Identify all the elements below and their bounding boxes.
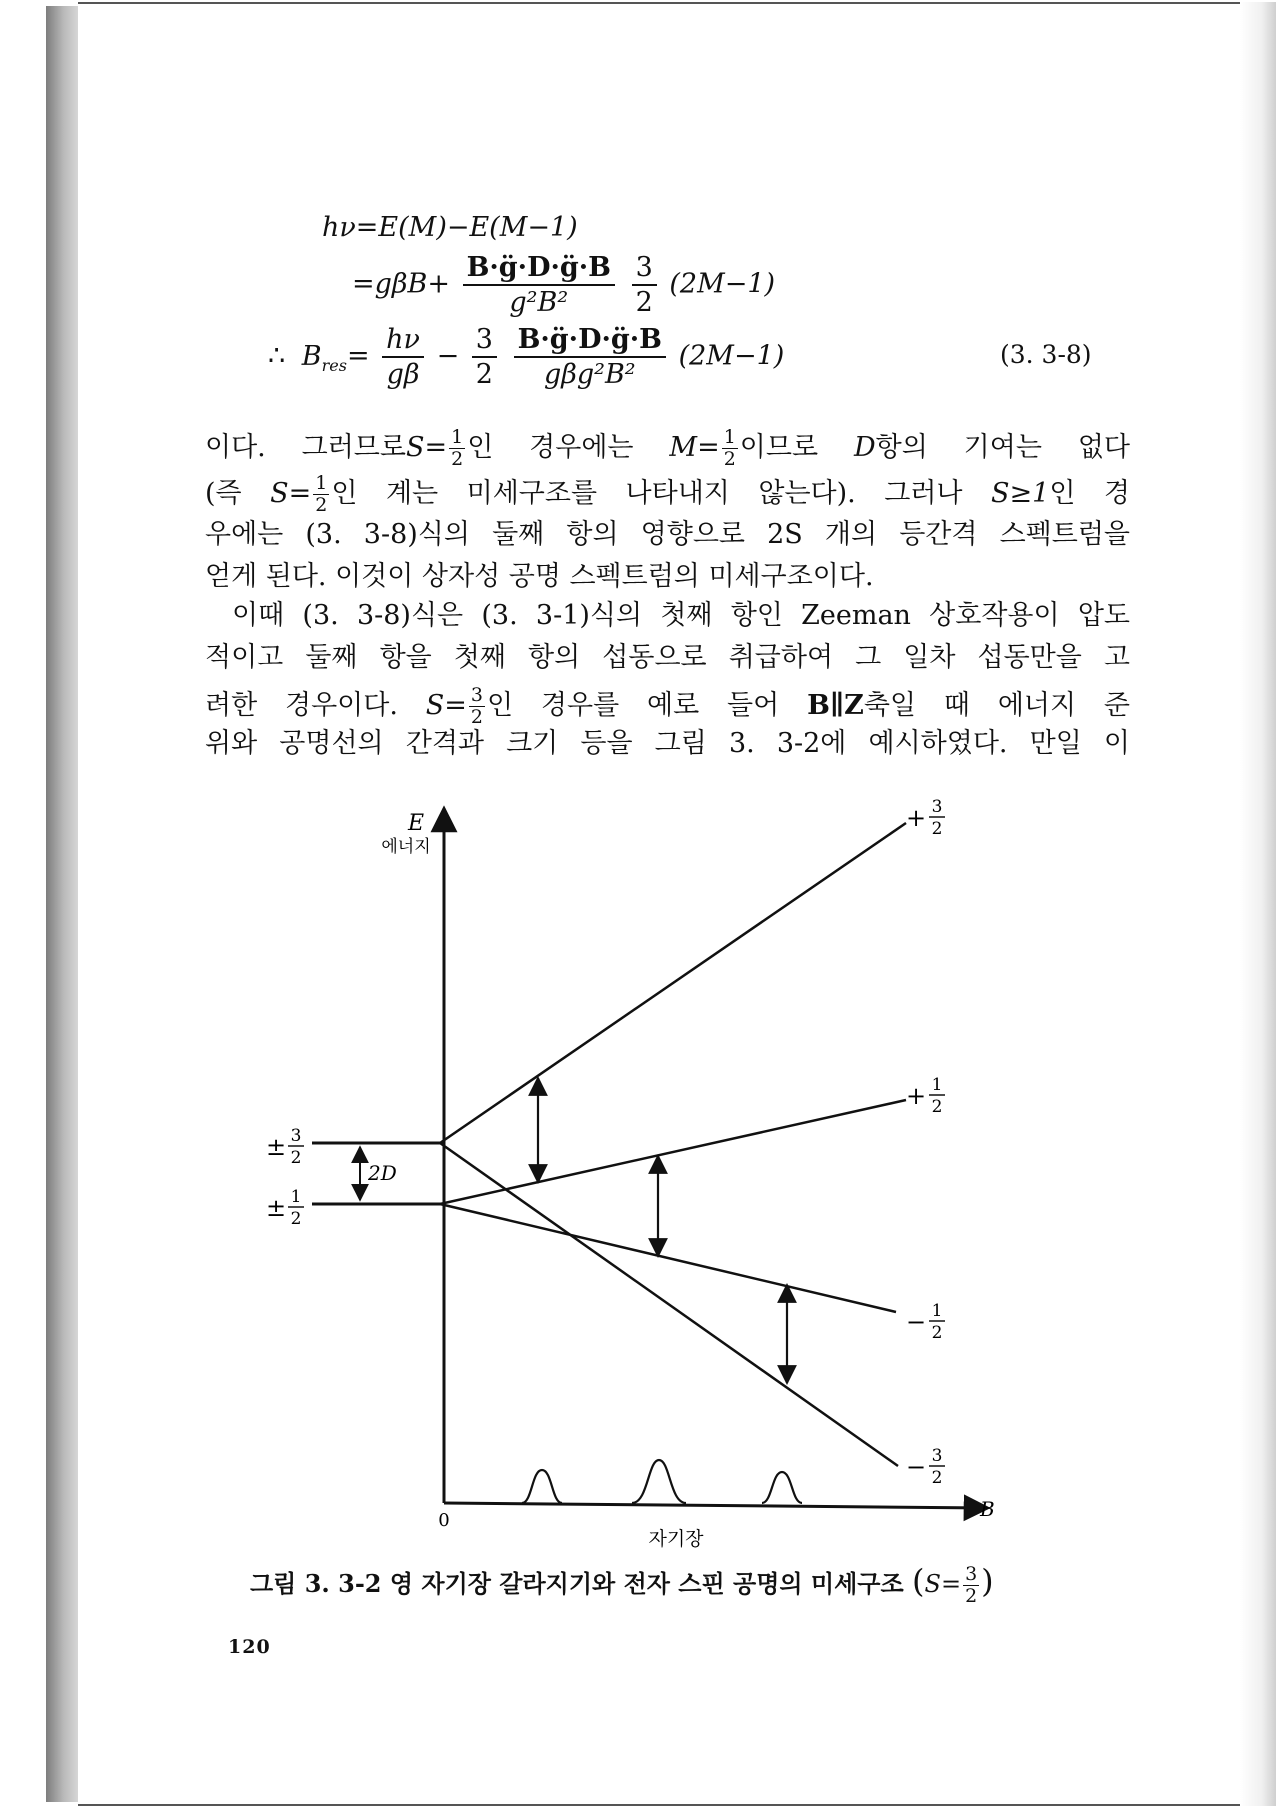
- fraction-denominator: g²B²: [509, 287, 569, 318]
- equals-sign: =: [346, 340, 370, 372]
- paragraph-2-line-1: 이때 (3. 3-8)식은 (3. 3-1)식의 첫째 항인 Zeeman 상호작용이 압도: [232, 600, 1130, 631]
- level-minus-3-2: [440, 1143, 898, 1466]
- equation-text: =gβB+: [352, 268, 450, 300]
- fraction-numerator: 1: [723, 426, 736, 448]
- fraction-denominator: 2: [470, 706, 483, 728]
- left-level-sign: ±: [266, 1194, 287, 1222]
- math-inline: S=: [270, 478, 312, 509]
- math-inline: D: [853, 432, 876, 463]
- x-axis-symbol: B: [980, 1497, 995, 1521]
- right-level-num: 3: [931, 797, 943, 817]
- figure-caption: [250, 1562, 994, 1606]
- fraction-denominator: 2: [965, 1585, 978, 1607]
- x-axis-label: 자기장: [648, 1528, 704, 1550]
- level-plus-3-2: [440, 823, 906, 1143]
- equation-text: (2M−1): [678, 340, 785, 372]
- fraction-denominator: gβ: [386, 359, 420, 390]
- right-level-den: 2: [931, 819, 943, 839]
- math-inline: S=: [405, 432, 448, 463]
- equation-text: B: [301, 340, 322, 372]
- caption-text: 그림 3. 3-2 영 자기장 갈라지기와 전자 스핀 공명의 미세구조: [250, 1569, 904, 1598]
- left-level-den: 2: [290, 1148, 302, 1168]
- y-axis-symbol: E: [407, 811, 425, 836]
- text-run: 축일 때 에너지 준: [863, 690, 1130, 721]
- text-run: 이므로: [739, 432, 819, 463]
- math-inline: M=: [669, 432, 720, 463]
- fraction-denominator: gβg²B²: [543, 359, 636, 390]
- math-inline: B∥Z: [807, 690, 864, 721]
- paragraph-2-line-4: 위와 공명선의 간격과 크기 등을 그림 3. 3-2에 예시하였다. 만일 이: [205, 728, 1130, 759]
- paragraph-2-line-2: 적이고 둘째 항을 첫째 항의 섭동으로 취급하여 그 일차 섭동만을 고: [205, 642, 1130, 673]
- caption-paren: (: [912, 1562, 925, 1600]
- right-level-num: 1: [931, 1301, 943, 1321]
- fraction-numerator: 3: [965, 1563, 978, 1585]
- x-axis: [444, 1503, 988, 1508]
- fraction-denominator: 2: [635, 287, 653, 318]
- right-level-den: 2: [931, 1323, 943, 1343]
- text-run: 려한 경우이다.: [205, 690, 398, 721]
- equation-number: (3. 3-8): [1000, 340, 1092, 369]
- right-level-num: 1: [931, 1075, 943, 1095]
- text-run: 항의 기여는 없다: [875, 432, 1130, 463]
- right-level-sign: −: [906, 1308, 927, 1336]
- text-run: 인 경우에는: [467, 432, 634, 463]
- page-number: 120: [228, 1636, 271, 1658]
- right-level-den: 2: [931, 1097, 943, 1117]
- text-run: (즉: [205, 478, 242, 509]
- fraction-numerator: 1: [451, 426, 464, 448]
- right-level-sign: +: [906, 804, 927, 832]
- paragraph-1-line-3: 우에는 (3. 3-8)식의 둘째 항의 영향으로 2S 개의 등간격 스펙트럼을: [205, 519, 1130, 550]
- therefore-symbol: ∴: [268, 340, 286, 372]
- fraction-numerator: B·g̈·D·g̈·B: [463, 254, 615, 286]
- fraction-denominator: 2: [475, 359, 493, 390]
- resonance-peak: [762, 1472, 802, 1503]
- fraction-denominator: 2: [723, 448, 736, 470]
- resonance-peak: [522, 1470, 562, 1503]
- fraction-numerator: 3: [632, 254, 657, 286]
- math-inline: S=: [425, 690, 467, 721]
- left-level-den: 2: [290, 1209, 302, 1229]
- equation-text: (2M−1): [669, 268, 776, 300]
- fraction-numerator: 3: [472, 326, 497, 358]
- paragraph-1-line-4: 얻게 된다. 이것이 상자성 공명 스펙트럼의 미세구조이다.: [205, 561, 874, 592]
- text-run: 이다. 그러므로: [205, 432, 406, 463]
- subscript: res: [321, 355, 347, 375]
- text-run: 인 경: [1049, 478, 1130, 509]
- left-level-num: 1: [290, 1187, 302, 1207]
- math-inline: S≥1: [991, 478, 1050, 509]
- caption-paren: ): [981, 1562, 994, 1600]
- equation-text: hν=E(M)−E(M−1): [322, 212, 578, 243]
- inline-fraction: [963, 1565, 979, 1606]
- text-run: 인 경우를 예로 들어: [487, 690, 780, 721]
- caption-math: S=: [924, 1570, 962, 1598]
- right-level-sign: +: [906, 1082, 927, 1110]
- fraction-numerator: hν: [382, 326, 424, 358]
- minus-sign: −: [436, 340, 460, 372]
- fraction-denominator: 2: [451, 448, 464, 470]
- splitting-label: 2D: [368, 1161, 397, 1185]
- fraction-denominator: 2: [315, 494, 328, 516]
- fraction-numerator: B·g̈·D·g̈·B: [514, 326, 666, 358]
- fraction-numerator: 1: [315, 472, 328, 494]
- left-level-sign: ±: [266, 1133, 287, 1161]
- origin-label: 0: [438, 1510, 450, 1531]
- right-level-sign: −: [906, 1453, 927, 1481]
- level-minus-1-2: [440, 1204, 896, 1312]
- right-level-num: 3: [931, 1446, 943, 1466]
- resonance-peak: [632, 1460, 686, 1503]
- y-axis-label: 에너지: [381, 837, 431, 857]
- fraction-numerator: 3: [470, 684, 483, 706]
- text-run: 인 계는 미세구조를 나타내지 않는다). 그러나: [331, 478, 963, 509]
- level-plus-1-2: [440, 1100, 906, 1204]
- left-level-num: 3: [290, 1126, 302, 1146]
- right-level-den: 2: [931, 1468, 943, 1488]
